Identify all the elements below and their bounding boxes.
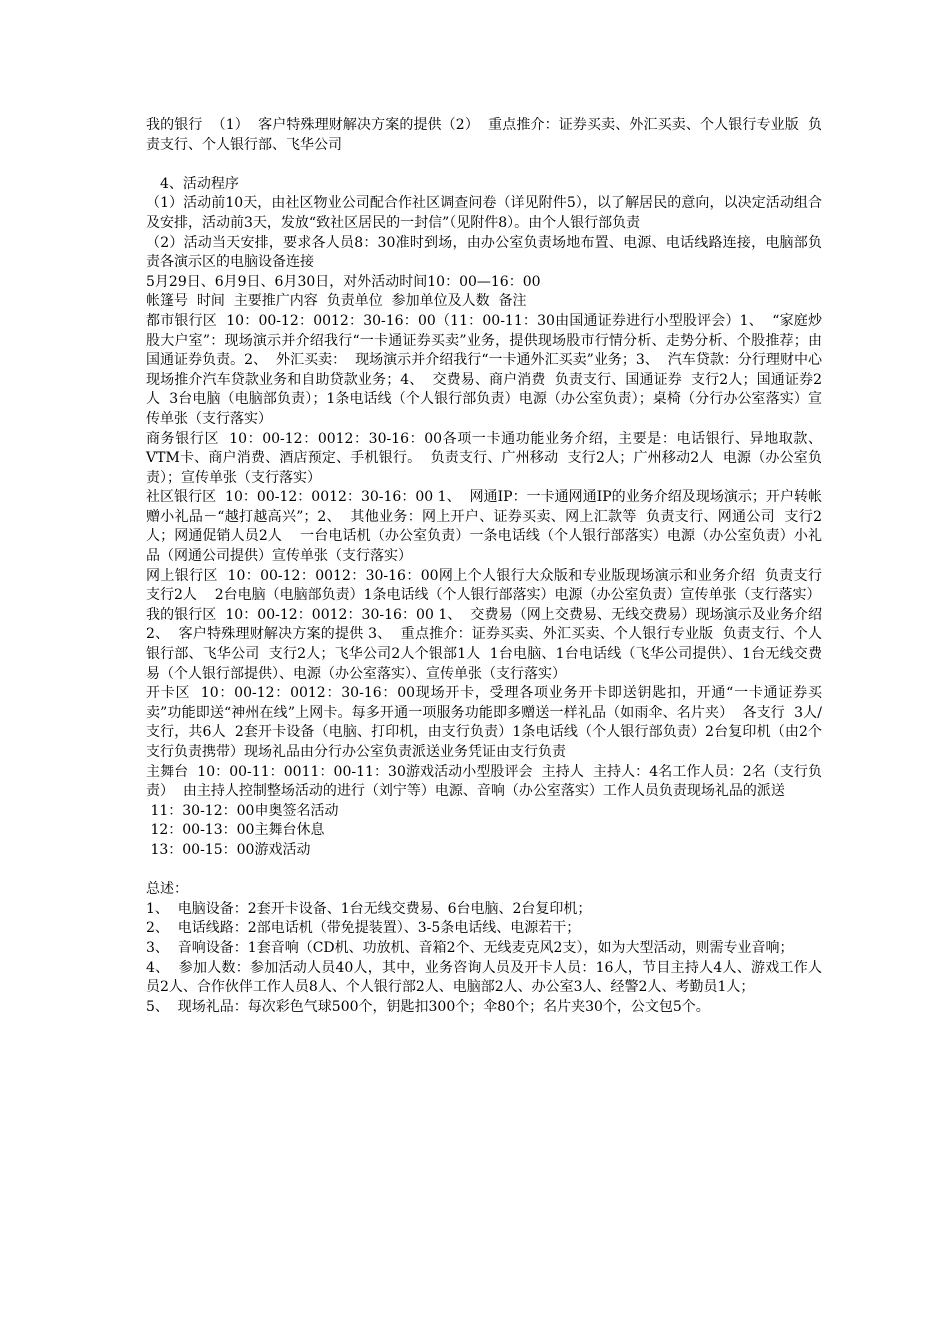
table-header-line: 帐篷号 时间 主要推广内容 负责单位 参加单位及人数 备注 — [146, 293, 527, 310]
schedule-item: 12：00-13：00主舞台休息 — [146, 822, 325, 839]
summary-item: 5、 现场礼品：每次彩色气球500个，钥匙扣300个；伞80个；名片夹30个，公文包5个。 — [146, 998, 710, 1015]
document-page — [146, 116, 831, 1017]
summary-item: 2、 电话线路：2部电话机（带免提装置）、3-5条电话线、电源若干； — [146, 920, 581, 937]
blank-line — [146, 155, 822, 175]
tent-urban-banking: 都市银行区 10：00-12：0012：30-16：00（11：00-11：30由国通证券进行小型股评会）1、 “家庭炒股大户室”：现场演示并介绍我行“一卡通证券买卖”业务，提供现场股市行情分析、走势分析、个股推荐；由国通证券负责。2、 外汇买卖： 现场演示并介绍我行“一卡通外汇买卖”业务；3、 汽车贷款：分行理财中心现场推介汽车贷款业务和自助贷款业务；4、 交费易、商户消费 负责支行、国通证券 支行2人；国通证券2人 3台电脑（电脑部负责）；1条电话线（个人银行部负责）电源（办公室负责）；桌椅（分行办公室落实）宣传单张（支行落实） — [146, 312, 822, 427]
tent-business-banking: 商务银行区 10：00-12：0012：30-16：00各项一卡通功能业务介绍，主要是：电话银行、异地取款、VTM卡、商户消费、酒店预定、手机银行。 负责支行、广州移动 支行2人；广州移动2人 电源（办公室负责）；宣传单张（支行落实） — [146, 430, 822, 486]
procedure-step-1: （1）活动前10天，由社区物业公司配合作社区调查问卷（详见附件5），以了解居民的意向，以决定活动组合及安排，活动前3天，发放“致社区居民的一封信”（见附件8）。由个人银行部负责 — [146, 195, 822, 231]
summary-item: 4、 参加人数：参加活动人员40人，其中，业务咨询人员及开卡人员：16人，节目主持人4人、游戏工作人员2人、合作伙伴工作人员8人、个人银行部2人、电脑部2人、办公室3人、经警2人、考勤员1人； — [146, 959, 822, 996]
procedure-step-2: （2）活动当天安排，要求各人员8：30准时到场，由办公室负责场地布置、电源、电话线路连接，电脑部负责各演示区的电脑设备连接 — [146, 234, 822, 271]
summary-heading: 总述： — [146, 881, 188, 898]
tent-card-opening: 开卡区 10：00-12：0012：30-16：00现场开卡，受理各项业务开卡即送钥匙扣，开通“一卡通证券买卖”功能即送“神州在线”上网卡。每多开通一项服务功能即多赠送一样礼品（如雨伞、名片夹） 各支行 3人/支行，共6人 2套开卡设备（电脑、打印机，由支行负责）1条电话线（个人银行部负责）2台复印机（由2个支行负责携带）现场礼品由分行办公室负责派送业务凭证由支行负责 — [146, 685, 822, 760]
main-stage: 主舞台 10：00-11：0011：00-11：30游戏活动小型股评会 主持人 主持人：4名工作人员：2名（支行负责） 由主持人控制整场活动的进行（刘宁等）电源、音响（办公室落实）工作人员负责现场礼品的派送 — [146, 763, 822, 800]
intro-paragraph: 我的银行 （1） 客户特殊理财解决方案的提供（2） 重点推介：证券买卖、外汇买卖、个人银行专业版 负责支行、个人银行部、飞华公司 — [146, 117, 822, 153]
summary-item: 3、 音响设备：1套音响（CD机、功放机、音箱2个、无线麦克风2支），如为大型活动，则需专业音响； — [146, 939, 794, 956]
section-heading: 4、活动程序 — [160, 175, 239, 192]
tent-my-bank: 我的银行区 10：00-12：0012：30-16：00 1、 交费易（网上交费易、无线交费易）现场演示及业务介绍2、 客户特殊理财解决方案的提供 3、 重点推介：证券买卖、外汇买卖、个人银行专业版 负责支行、个人银行部、飞华公司 支行2人；飞华公司2人个银部1人 1台电脑、1台电话线（飞华公司提供）、1台无线交费易（个人银行部提供）、电源（办公室落实）、宣传单张（支行落实） — [146, 606, 822, 682]
summary-item: 1、 电脑设备：2套开卡设备、1台无线交费易、6台电脑、2台复印机； — [146, 900, 592, 917]
activity-dates: 5月29日、6月9日、6月30日，对外活动时间10：00—16：00 — [146, 273, 541, 290]
tent-online-banking: 网上银行区 10：00-12：0012：30-16：00网上个人银行大众版和专业版现场演示和业务介绍 负责支行 支行2人 2台电脑（电脑部负责）1条电话线（个人银行部落实）电源（办公室负责）宣传单张（支行落实） — [146, 567, 831, 604]
schedule-item: 11：30-12：00申奥签名活动 — [146, 802, 339, 819]
tent-community-banking: 社区银行区 10：00-12：0012：30-16：00 1、 网通IP：一卡通网通IP的业务介绍及现场演示；开户转帐赠小礼品－“越打越高兴”；2、 其他业务：网上开户、证券买卖、网上汇款等 负责支行、网通公司 支行2人；网通促销人员2人 一台电话机（办公室负责）一条电话线（个人银行部落实）电源（办公室负责）小礼品（网通公司提供）宣传单张（支行落实） — [146, 489, 822, 565]
schedule-item: 13：00-15：00游戏活动 — [146, 841, 311, 858]
blank-line — [146, 861, 822, 881]
